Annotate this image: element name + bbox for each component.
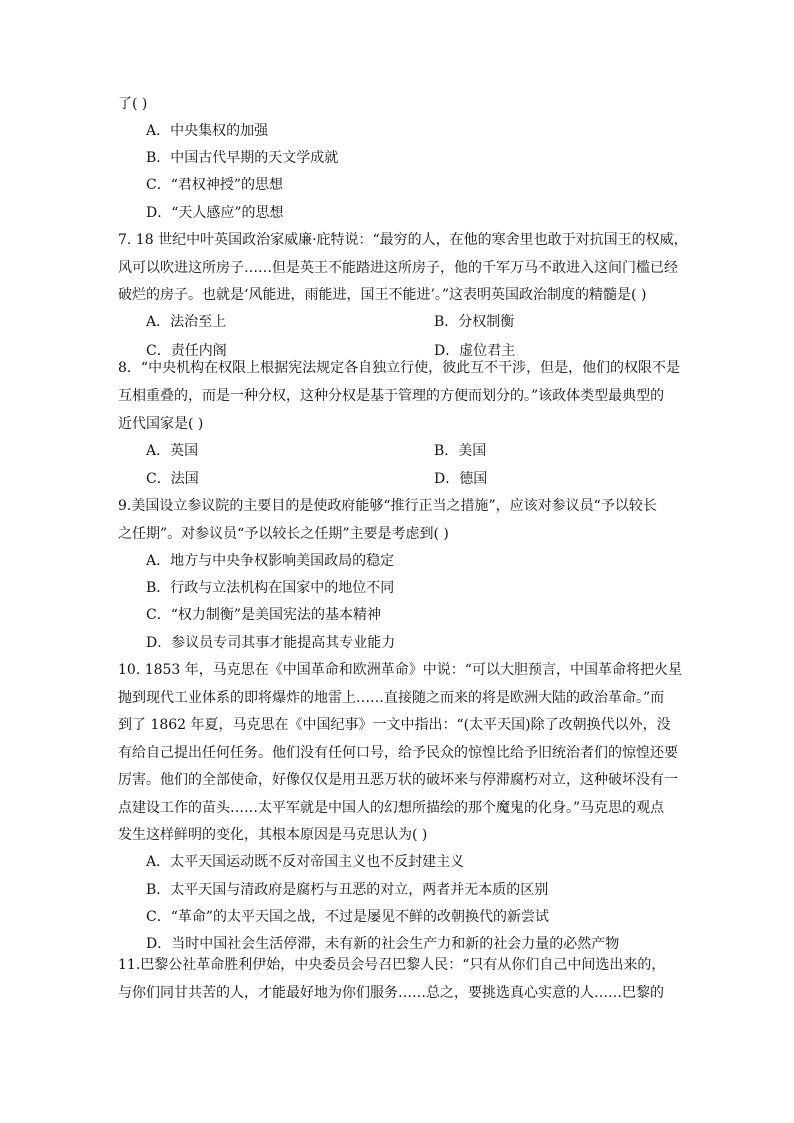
option-d: D．“天人感应”的思想 [146, 205, 284, 221]
question-8-text: 互相重叠的，而是一种分权，这种分权是基于管理的方便而划分的。”该政体类型最典型的 [118, 388, 665, 404]
option-d: D．虚位君主 [434, 343, 516, 359]
question-7-text: 7. 18 世纪中叶英国政治家威廉·庇特说：“最穷的人，在他的寒舍里也敢于对抗国王的权威， [118, 232, 688, 248]
option-c: C．“权力制衡”是美国宪法的基本精神 [146, 607, 382, 623]
option-a: A．太平天国运动既不反对帝国主义也不反封建主义 [146, 854, 465, 870]
question-10-text: 厉害。他们的全部使命，好像仅仅是用丑恶万状的破坏来与停滞腐朽对立，这种破坏没有一 [118, 772, 678, 788]
question-11-text: 11.巴黎公社革命胜利伊始，中央委员会号召巴黎人民：“只有从你们自己中间选出来的， [118, 957, 666, 973]
option-d: D．德国 [434, 471, 488, 487]
question-9-text: 9.美国设立参议院的主要目的是使政府能够“推行正当之措施”，应该对参议员“予以较长 [118, 498, 657, 514]
question-10-text: 抛到现代工业体系的即将爆炸的地雷上……直接随之而来的将是欧洲大陆的政治革命。”而 [118, 690, 665, 706]
option-c: C．“革命”的太平天国之战，不过是屡见不鲜的改朝换代的新尝试 [146, 909, 550, 925]
option-d: D．当时中国社会生活停滞，未有新的社会生产力和新的社会力量的必然产物 [146, 936, 620, 952]
option-b: B．美国 [434, 443, 487, 459]
option-a: A．法治至上 [146, 314, 227, 330]
option-b: B．分权制衡 [434, 314, 515, 330]
question-11-text: 与你们同甘共苦的人，才能最好地为你们服务……总之，要挑选真心实意的人……巴黎的 [118, 985, 664, 1001]
option-a: A．中央集权的加强 [146, 123, 269, 139]
question-10-text: 10. 1853 年，马克思在《中国革命和欧洲革命》中说：“可以大胆预言，中国革命将把火星 [118, 662, 682, 678]
option-c: C．法国 [146, 471, 199, 487]
question-10-text: 发生这样鲜明的变化，其根本原因是马克思认为( ) [118, 827, 428, 843]
question-10-text: 点建设工作的苗头……太平军就是中国人的幻想所描绘的那个魔鬼的化身。”马克思的观点 [118, 800, 665, 816]
question-8-text: 8．“中央机构在权限上根据宪法规定各自独立行使，彼此互不干涉，但是，他们的权限不是 [118, 360, 681, 376]
option-a: A．地方与中央争权影响美国政局的稳定 [146, 553, 395, 569]
question-7-text: 破烂的房子。也就是‘风能进，雨能进，国王不能进’。”这表明英国政治制度的精髓是( ) [118, 287, 647, 303]
option-b: B．中国古代早期的天文学成就 [146, 150, 339, 166]
question-10-text: 到了 1862 年夏，马克思在《中国纪事》一文中指出：“(太平天国)除了改朝换代以外，没 [118, 717, 671, 733]
question-9-text: 之任期”。对参议员“予以较长之任期”主要是考虑到( ) [118, 526, 449, 542]
option-d: D．参议员专司其事才能提高其专业能力 [146, 635, 396, 651]
option-b: B．太平天国与清政府是腐朽与丑恶的对立，两者并无本质的区别 [146, 882, 549, 898]
question-7-text: 风可以吹进这所房子……但是英王不能踏进这所房子，他的千军万马不敢进入这间门槛已经 [118, 260, 678, 276]
question-8-text: 近代国家是( ) [118, 416, 204, 432]
option-a: A．英国 [146, 443, 199, 459]
option-b: B．行政与立法机构在国家中的地位不同 [146, 580, 395, 596]
question-continuation: 了( ) [118, 96, 148, 112]
option-c: C．“君权神授”的思想 [146, 177, 284, 193]
question-10-text: 有给自己提出任何任务。他们没有任何口号，给予民众的惊惶比给予旧统治者们的惊惶还要 [118, 745, 678, 761]
option-c: C．责任内阁 [146, 343, 227, 359]
